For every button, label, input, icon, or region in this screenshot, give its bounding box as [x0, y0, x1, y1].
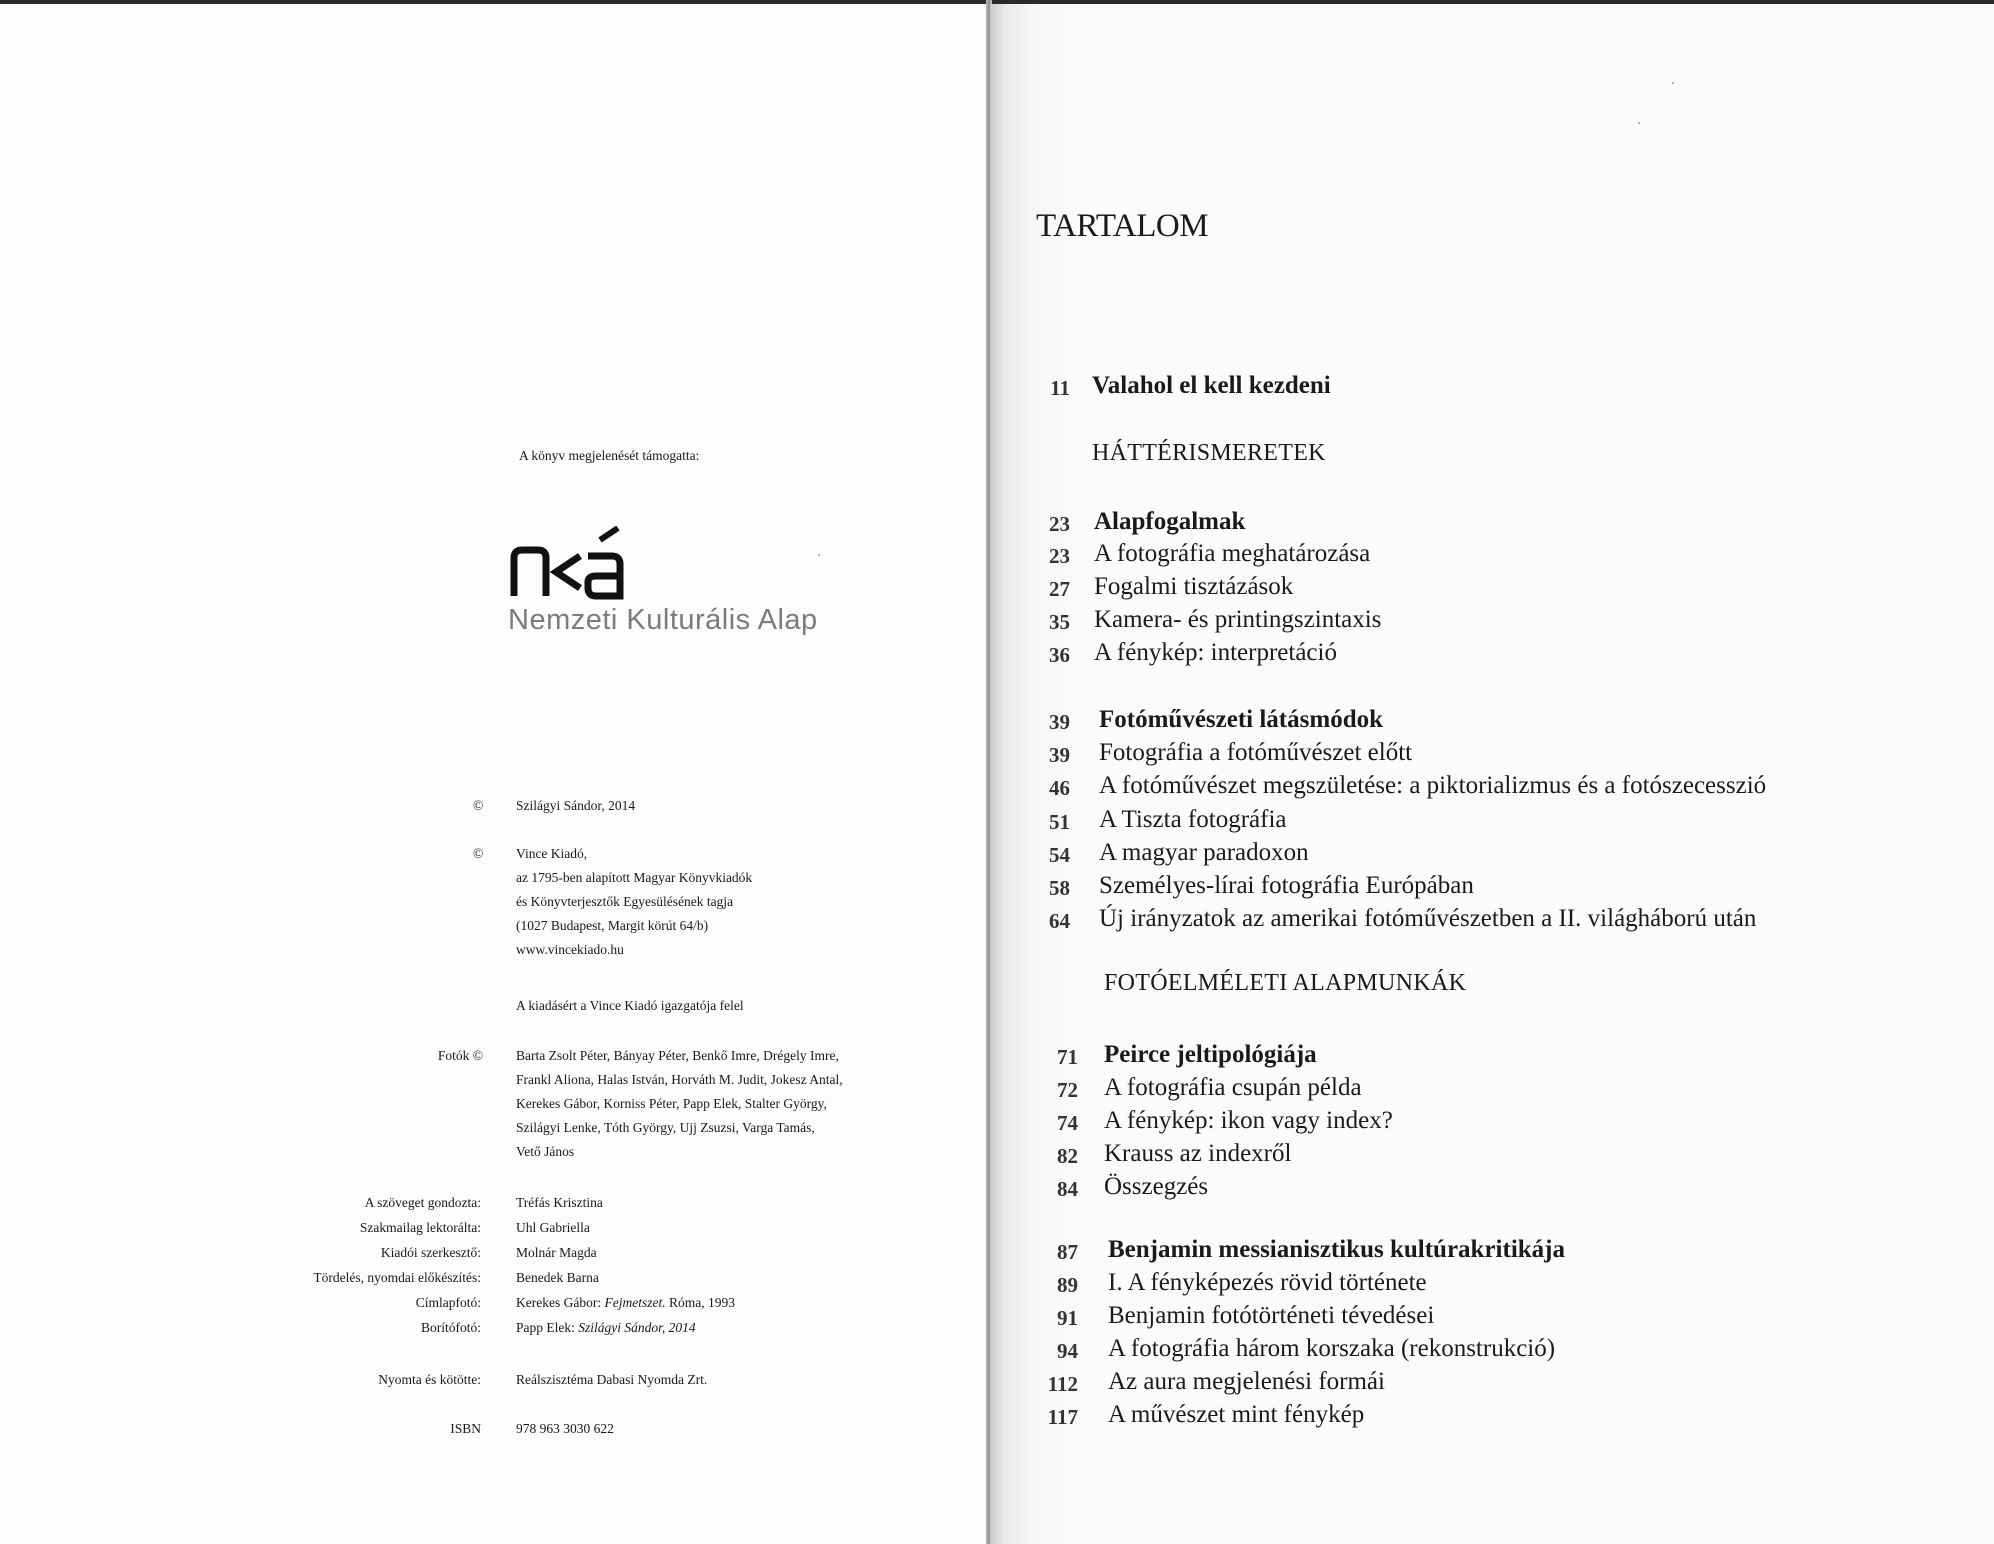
toc-page-number: 54	[1049, 843, 1070, 867]
credit-row	[0, 1216, 988, 1241]
toc-entry-title: A fotográfia csupán példa	[1104, 1074, 1362, 1101]
credit-value-suffix: Róma, 1993	[665, 1295, 735, 1310]
photo-credits-line: Szilágyi Lenke, Tóth György, Ujj Zsuzsi, Varga Tamás,	[516, 1120, 815, 1135]
photo-credits-line: Frankl Aliona, Halas István, Horváth M. Judit, Jokesz Antal,	[516, 1072, 843, 1087]
toc-page-number: 23	[1049, 544, 1070, 568]
toc-entry-title: Összegzés	[1104, 1173, 1209, 1200]
toc-entry-title: Új irányzatok az amerikai fotóművészetben a II. világháború után	[1099, 905, 1757, 932]
credit-value-title: Fejmetszet.	[604, 1295, 666, 1310]
photo-credits-label: Fotók ©	[437, 1048, 483, 1063]
toc-entry-title: I. A fényképezés rövid története	[1108, 1269, 1427, 1296]
speck	[1638, 122, 1640, 124]
toc-section-heading: HÁTTÉRISMERETEK	[1092, 440, 1326, 466]
toc-page-number: 11	[1050, 376, 1070, 400]
credits-block	[0, 1191, 988, 1341]
toc-entry-title: A fotográfia három korszaka (rekonstrukció)	[1108, 1335, 1556, 1362]
toc-page-number: 94	[1057, 1339, 1078, 1363]
publisher-line: Vince Kiadó,	[516, 846, 588, 861]
toc-entry-title: Az aura megjelenési formái	[1108, 1368, 1385, 1395]
credit-value-author: Papp Elek:	[516, 1320, 579, 1335]
credit-value: Uhl Gabriella	[516, 1220, 590, 1235]
credit-row	[0, 1266, 988, 1291]
toc-entry-title: Fotóművészeti látásmódok	[1099, 706, 1383, 733]
credit-row	[0, 1241, 988, 1266]
toc-page-number: 46	[1049, 776, 1070, 800]
toc-page-number: 58	[1049, 876, 1070, 900]
credit-value	[516, 1291, 735, 1315]
photo-credits-line: Barta Zsolt Péter, Bányay Péter, Benkő Imre, Drégely Imre,	[516, 1048, 839, 1063]
toc-page-number: 117	[1047, 1405, 1078, 1429]
copyright-symbol: ©	[473, 798, 484, 813]
toc-page-number: 87	[1057, 1240, 1078, 1264]
credit-label: Címlapfotó:	[415, 1295, 481, 1310]
toc-page-number: 84	[1057, 1177, 1078, 1201]
publisher-line: az 1795-ben alapított Magyar Könyvkiadók	[516, 870, 753, 885]
credit-label: Borítófotó:	[421, 1320, 481, 1335]
isbn-value: 978 963 3030 622	[516, 1421, 614, 1436]
toc-entry-title: A fotóművészet megszületése: a piktorializmus és a fotószecesszió	[1099, 772, 1767, 799]
photo-credits-line: Kerekes Gábor, Korniss Péter, Papp Elek, Stalter György,	[516, 1096, 827, 1111]
credit-label: Tördelés, nyomdai előkészítés:	[313, 1270, 481, 1285]
nka-logo-mark	[508, 526, 628, 600]
isbn-label: ISBN	[450, 1421, 481, 1436]
toc-page-number: 23	[1049, 512, 1070, 536]
nka-logo-subtitle: Nemzeti Kulturális Alap	[508, 604, 818, 636]
toc-page-number: 39	[1049, 710, 1070, 734]
toc-entry-title: Peirce jeltipológiája	[1104, 1041, 1317, 1068]
toc-entry-title: A magyar paradoxon	[1099, 839, 1309, 866]
credit-value: Benedek Barna	[516, 1270, 599, 1285]
publisher-url: www.vincekiado.hu	[516, 942, 624, 957]
toc-entry-title: Fotográfia a fotóművészet előtt	[1099, 739, 1413, 766]
toc-entry-title: Benjamin fotótörténeti tévedései	[1108, 1302, 1435, 1329]
publisher-responsible-text: A kiadásért a Vince Kiadó igazgatója felel	[516, 998, 744, 1013]
toc-page-number: 112	[1047, 1372, 1078, 1396]
credit-value-title: Szilágyi Sándor, 2014	[578, 1320, 696, 1335]
toc-section-heading: FOTÓELMÉLETI ALAPMUNKÁK	[1104, 970, 1467, 996]
toc-entry-title: A fénykép: interpretáció	[1094, 639, 1337, 666]
toc-page-number: 27	[1049, 577, 1070, 601]
credit-value: Tréfás Krisztina	[516, 1195, 603, 1210]
toc-entry-title: Krauss az indexről	[1104, 1140, 1292, 1167]
toc-entry-title: Alapfogalmak	[1094, 508, 1246, 535]
toc-entry-title: A fénykép: ikon vagy index?	[1104, 1107, 1393, 1134]
toc-title: TARTALOM	[1036, 208, 1209, 244]
toc-entry-title: Személyes-lírai fotográfia Európában	[1099, 872, 1474, 899]
left-page-colophon	[0, 4, 988, 1544]
credit-value	[516, 1316, 696, 1340]
toc-page-number: 35	[1049, 610, 1070, 634]
credit-row	[0, 1191, 988, 1216]
publisher-line: és Könyvterjesztők Egyesülésének tagja	[516, 894, 734, 909]
toc-entry-title: A Tiszta fotográfia	[1099, 806, 1287, 833]
credit-row	[0, 1291, 988, 1316]
toc-page-number: 39	[1049, 743, 1070, 767]
toc-entry-title: A fotográfia meghatározása	[1094, 540, 1371, 567]
credit-value: Molnár Magda	[516, 1245, 597, 1260]
toc-entry-title: A művészet mint fénykép	[1108, 1401, 1365, 1428]
toc-page-number: 74	[1057, 1111, 1078, 1135]
nka-logo	[508, 526, 628, 600]
support-label: A könyv megjelenését támogatta:	[519, 448, 700, 463]
toc-entry-title: Valahol el kell kezdeni	[1092, 372, 1331, 399]
toc-page-number: 89	[1057, 1273, 1078, 1297]
toc-page-number: 82	[1057, 1144, 1078, 1168]
toc-page-number: 91	[1057, 1306, 1078, 1330]
copyright-author-text: Szilágyi Sándor, 2014	[516, 798, 636, 813]
toc-page-number: 36	[1049, 643, 1070, 667]
publisher-line: (1027 Budapest, Margit körút 64/b)	[516, 918, 709, 933]
copyright-symbol: ©	[473, 846, 484, 861]
credit-label: Kiadói szerkesztő:	[380, 1245, 481, 1260]
publisher-address-block	[516, 842, 752, 962]
printing-label: Nyomta és kötötte:	[378, 1372, 481, 1387]
toc-page-number: 51	[1049, 810, 1070, 834]
credit-label: Szakmailag lektorálta:	[359, 1220, 481, 1235]
credit-label: A szöveget gondozta:	[364, 1195, 481, 1210]
toc-page-number: 64	[1049, 909, 1070, 933]
toc-entry-title: Benjamin messianisztikus kultúrakritikája	[1108, 1236, 1566, 1263]
toc-page-number: 71	[1057, 1045, 1078, 1069]
toc-page-number: 72	[1057, 1078, 1078, 1102]
toc-entry-title: Kamera- és printingszintaxis	[1094, 606, 1382, 633]
toc-entry-title: Fogalmi tisztázások	[1094, 573, 1294, 600]
speck	[818, 554, 820, 556]
printing-value: Reálszisztéma Dabasi Nyomda Zrt.	[516, 1372, 708, 1387]
photo-credits-line: Vető János	[516, 1144, 575, 1159]
speck	[1672, 82, 1674, 84]
credit-row	[0, 1316, 988, 1341]
credit-value-author: Kerekes Gábor:	[516, 1295, 605, 1310]
photo-credits-names	[516, 1044, 843, 1164]
